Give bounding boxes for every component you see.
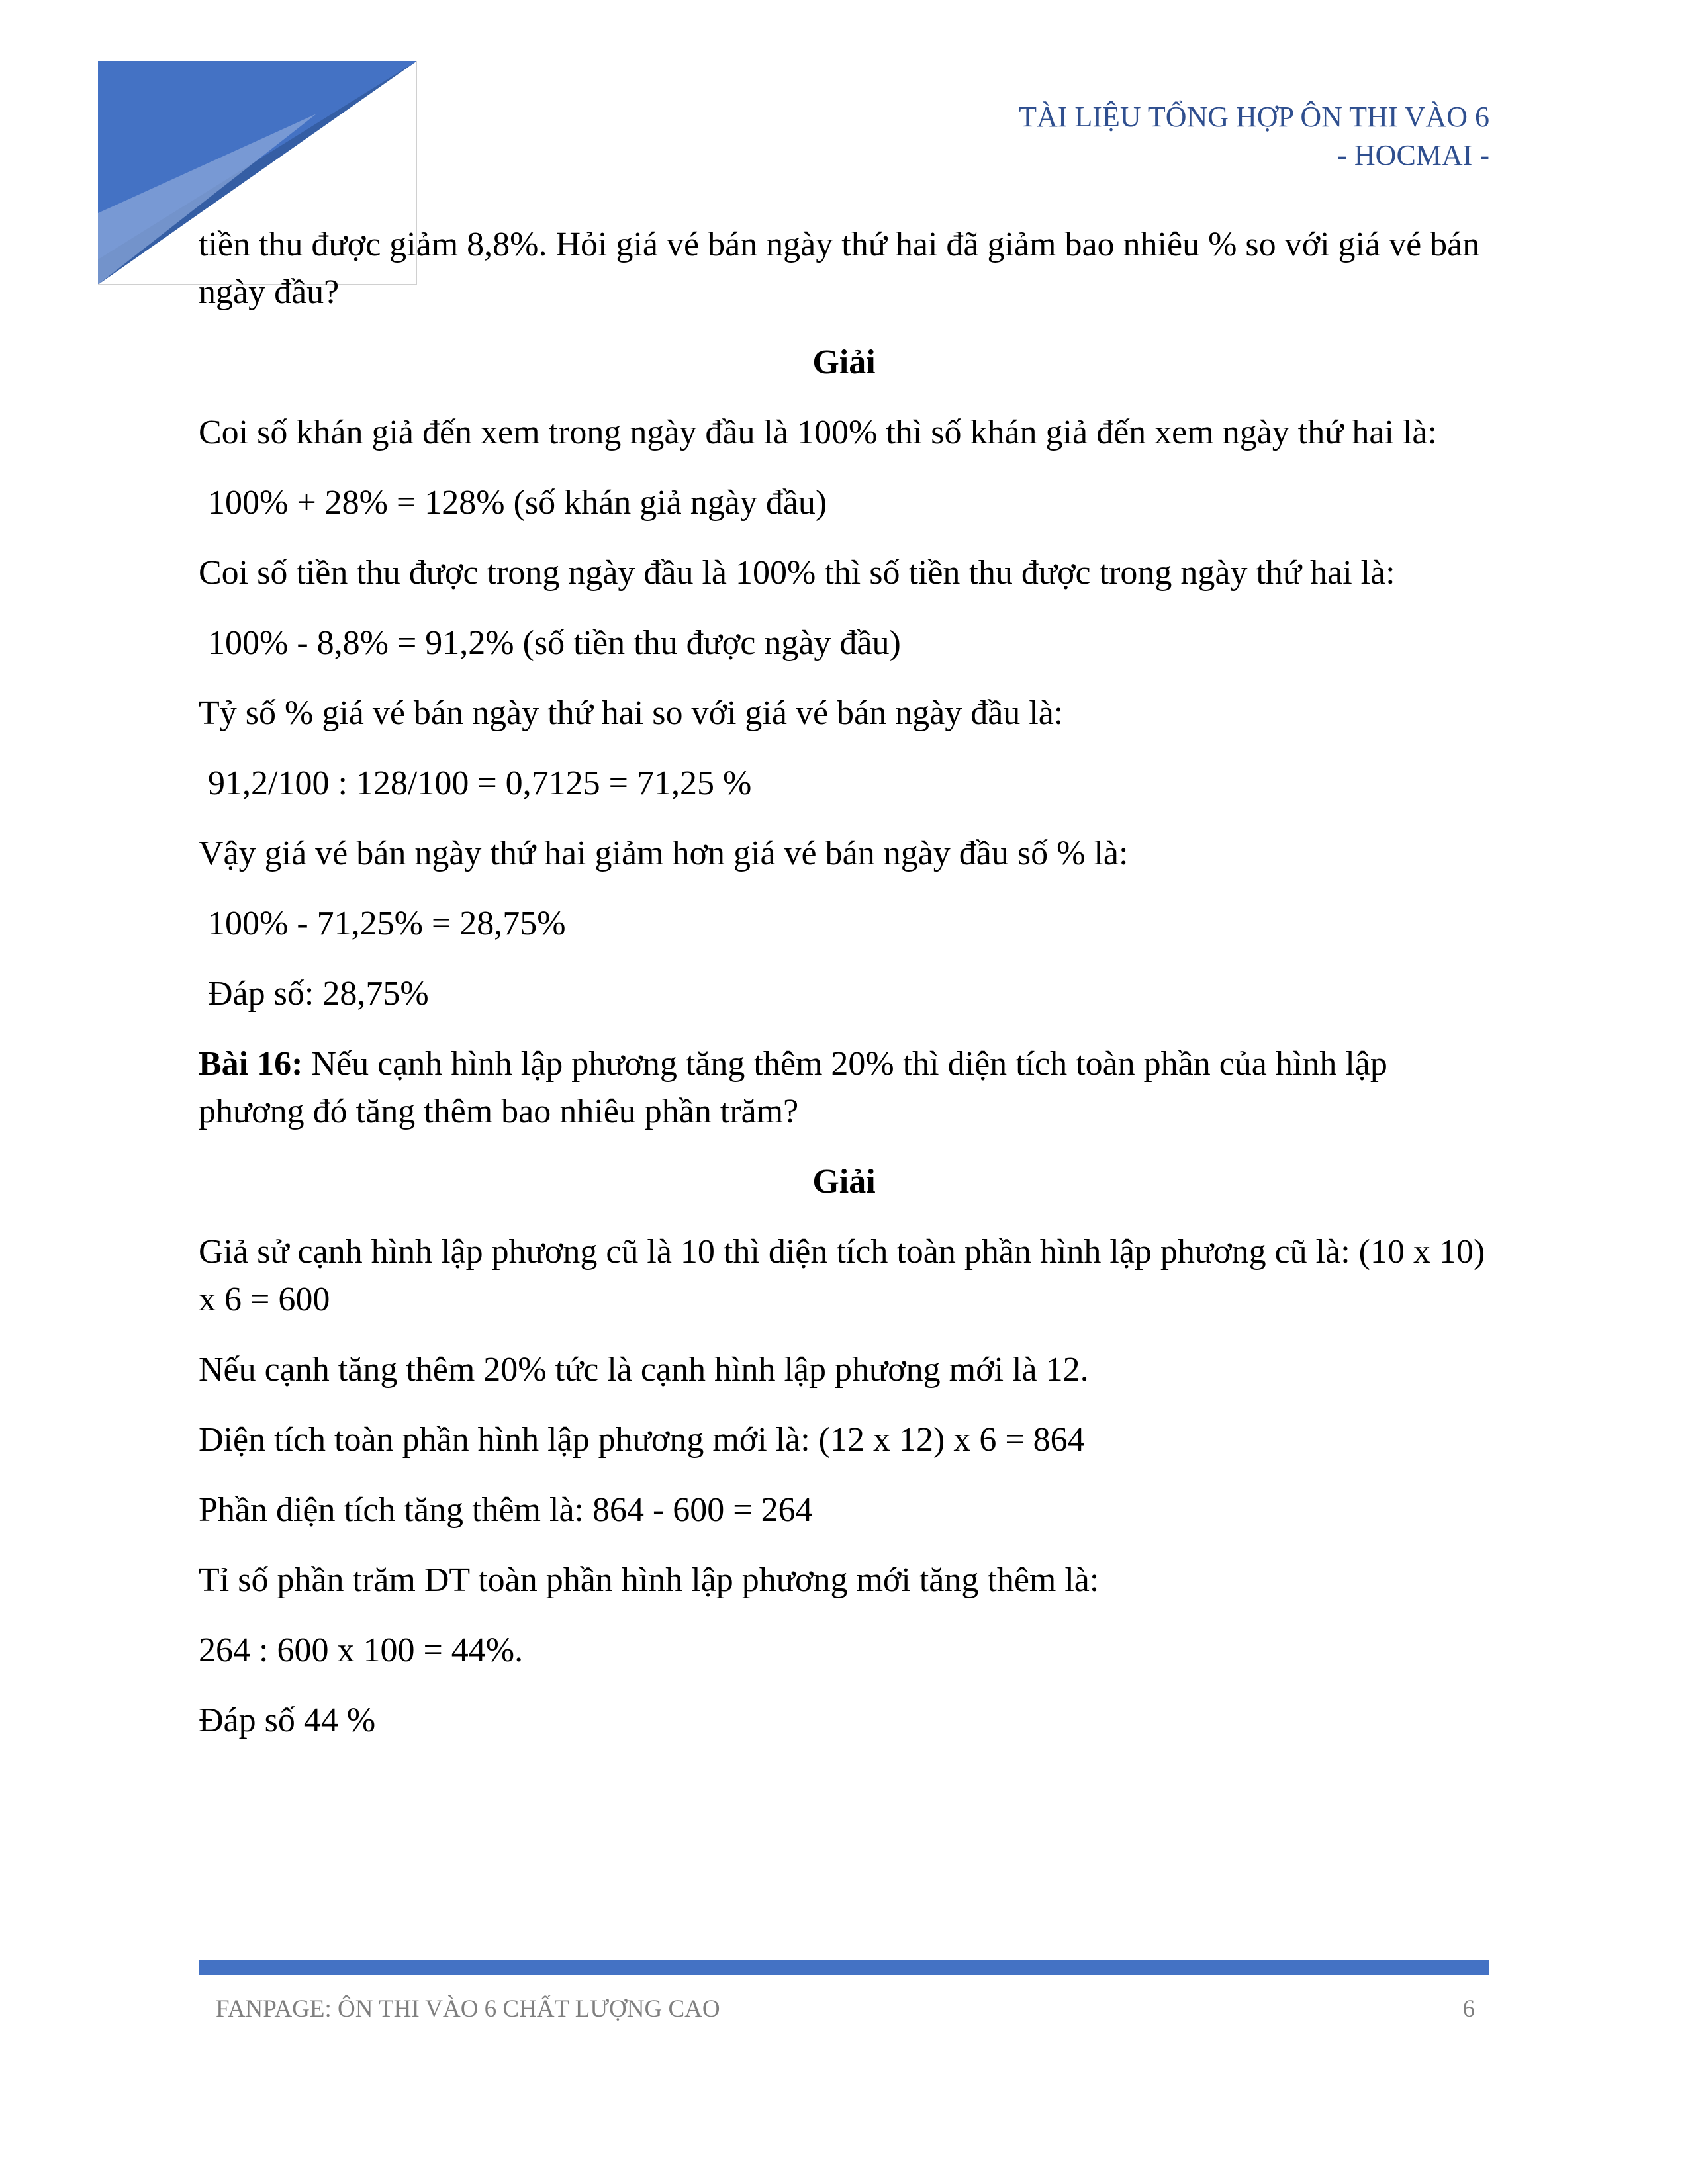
footer-fanpage: FANPAGE: ÔN THI VÀO 6 CHẤT LƯỢNG CAO — [216, 1995, 720, 2023]
solution-heading-2: Giải — [812, 1163, 876, 1201]
solution1-line: 100% - 71,25% = 28,75% — [208, 905, 566, 942]
solution2-line: Diện tích toàn phần hình lập phương mới là: (12 x 12) x 6 = 864 — [199, 1421, 1085, 1459]
solution2-line: Nếu cạnh tăng thêm 20% tức là cạnh hình lập phương mới là 12. — [199, 1351, 1089, 1388]
problem-continuation: tiền thu được giảm 8,8%. Hỏi giá vé bán ngày thứ hai đã giảm bao nhiêu % so với giá vé bán ngày đầu? — [199, 226, 1480, 311]
header-title: TÀI LIỆU TỔNG HỢP ÔN THI VÀO 6 — [1019, 101, 1489, 133]
problem-16-label: Bài 16: — [199, 1045, 303, 1083]
solution-heading-1: Giải — [812, 343, 876, 381]
solution1-line: 91,2/100 : 128/100 = 0,7125 = 71,25 % — [208, 764, 752, 802]
solution1-line: Coi số khán giả đến xem trong ngày đầu là 100% thì số khán giả đến xem ngày thứ hai là: — [199, 414, 1437, 451]
problem-16-text: Nếu cạnh hình lập phương tăng thêm 20% thì diện tích toàn phần của hình lập phương đó tăng thêm bao nhiêu phần trăm? — [199, 1045, 1387, 1130]
solution2-line: Phần diện tích tăng thêm là: 864 - 600 = 264 — [199, 1491, 813, 1529]
problem-16 — [199, 1040, 1489, 1136]
page-header — [1019, 98, 1489, 175]
solution2-answer: Đáp số 44 % — [199, 1702, 376, 1739]
footer-divider — [199, 1960, 1489, 1975]
solution2-line: Tỉ số phần trăm DT toàn phần hình lập phương mới tăng thêm là: — [199, 1561, 1100, 1599]
header-subtitle: - HOCMAI - — [1337, 139, 1489, 171]
page-number: 6 — [1462, 1995, 1475, 2023]
solution1-answer: Đáp số: 28,75% — [208, 975, 429, 1013]
solution1-line: 100% - 8,8% = 91,2% (số tiền thu được ngày đầu) — [208, 624, 901, 662]
solution1-line: Coi số tiền thu được trong ngày đầu là 100% thì số tiền thu được trong ngày thứ hai là: — [199, 554, 1395, 592]
solution1-line: Vậy giá vé bán ngày thứ hai giảm hơn giá vé bán ngày đầu số % là: — [199, 835, 1129, 872]
solution2-line: Giả sử cạnh hình lập phương cũ là 10 thì diện tích toàn phần hình lập phương cũ là: (10 x 10) x 6 = 600 — [199, 1233, 1485, 1318]
solution1-line: Tỷ số % giá vé bán ngày thứ hai so với giá vé bán ngày đầu là: — [199, 694, 1064, 732]
solution2-line: 264 : 600 x 100 = 44%. — [199, 1631, 524, 1669]
document-body — [199, 221, 1489, 1767]
solution1-line: 100% + 28% = 128% (số khán giả ngày đầu) — [208, 484, 827, 522]
